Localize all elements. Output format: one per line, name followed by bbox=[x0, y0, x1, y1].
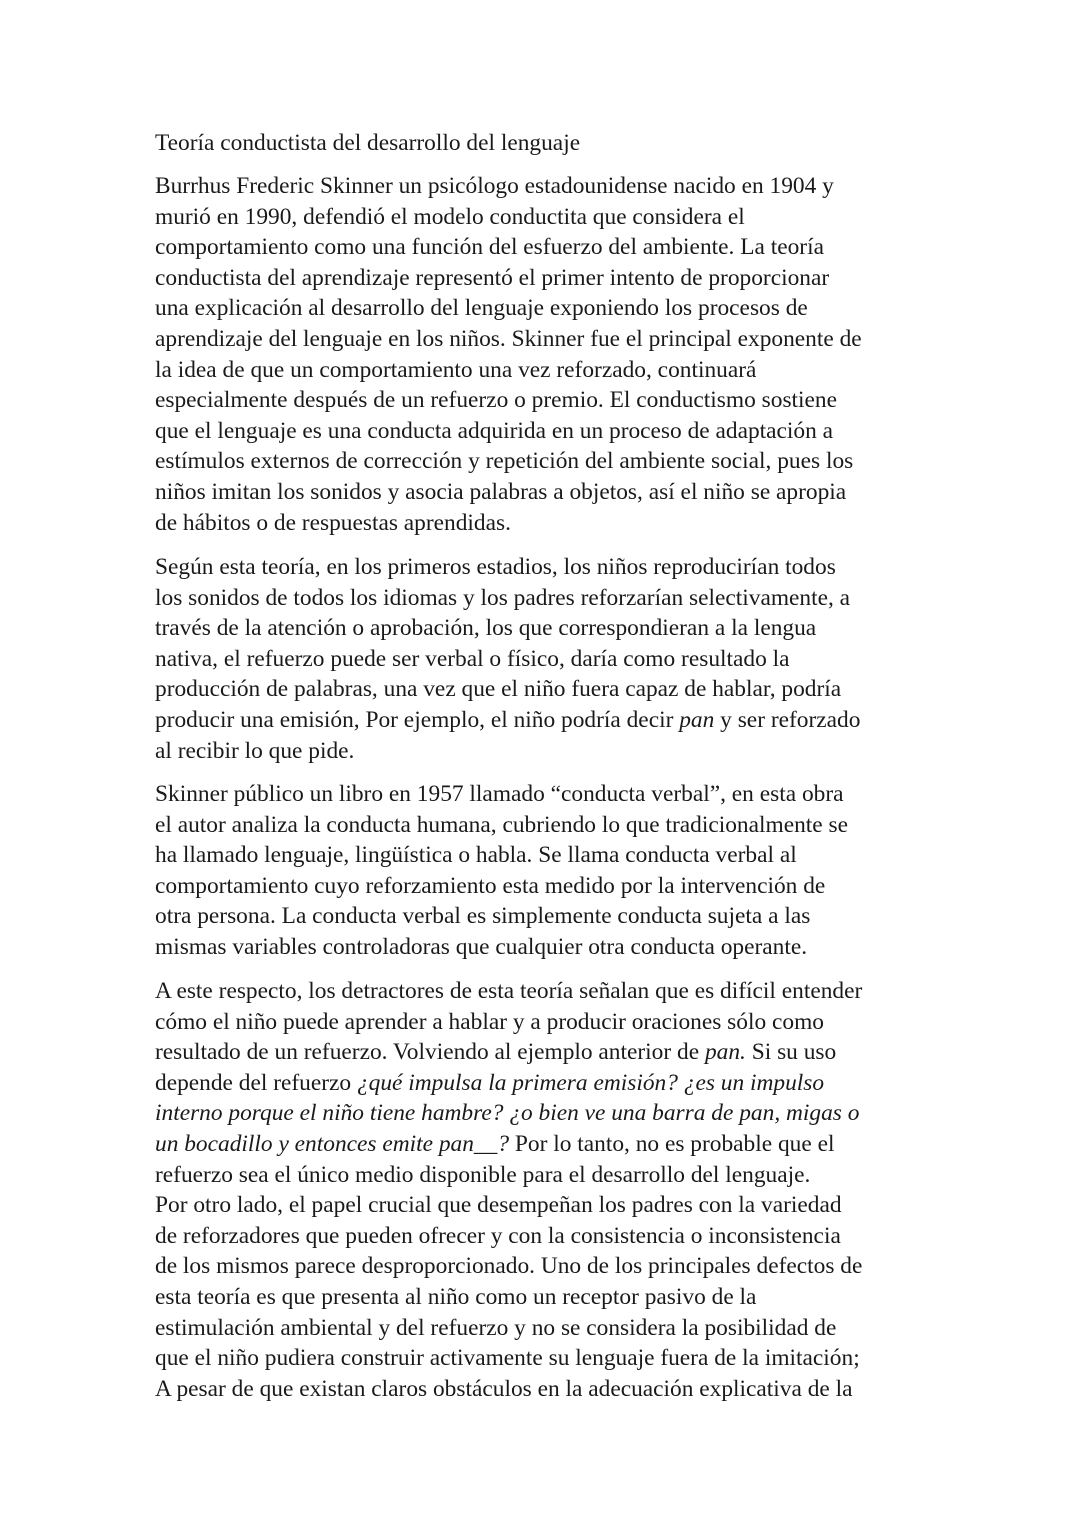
text-line bbox=[155, 446, 955, 477]
text-line bbox=[155, 324, 955, 355]
text-line bbox=[155, 705, 955, 736]
paragraph-1 bbox=[155, 171, 955, 538]
text-line bbox=[155, 1068, 955, 1099]
text-segment: de los mismos parece desproporcionado. Uno de los principales defectos de bbox=[155, 1253, 863, 1280]
text-line bbox=[155, 1221, 955, 1252]
text-segment: comportamiento como una función del esfuerzo del ambiente. La teoría bbox=[155, 234, 824, 261]
text-segment: resultado de un refuerzo. Volviendo al ejemplo anterior de bbox=[155, 1039, 705, 1066]
text-line bbox=[155, 736, 955, 767]
text-line bbox=[155, 583, 955, 614]
text-segment: el autor analiza la conducta humana, cubriendo lo que tradicionalmente se bbox=[155, 811, 848, 838]
text-segment: y ser reforzado bbox=[714, 706, 861, 733]
text-line bbox=[155, 840, 955, 871]
italic-text: interno porque el niño tiene hambre? ¿o bien ve una barra de pan, migas o bbox=[155, 1100, 860, 1127]
text-line bbox=[155, 871, 955, 902]
text-segment: estimulación ambiental y del refuerzo y no se considera la posibilidad de bbox=[155, 1314, 837, 1341]
text-segment: conductista del aprendizaje representó el primer intento de proporcionar bbox=[155, 264, 830, 291]
text-line bbox=[155, 1190, 955, 1221]
text-segment: que el niño pudiera construir activamente su lenguaje fuera de la imitación; bbox=[155, 1345, 860, 1372]
text-segment: mismas variables controladoras que cualquier otra conducta operante. bbox=[155, 933, 808, 960]
italic-text: pan bbox=[679, 706, 715, 733]
text-segment: de hábitos o de respuestas aprendidas. bbox=[155, 509, 511, 536]
text-line bbox=[155, 901, 955, 932]
text-line bbox=[155, 263, 955, 294]
text-line bbox=[155, 779, 955, 810]
text-line bbox=[155, 1098, 955, 1129]
text-line bbox=[155, 1374, 955, 1405]
text-segment: comportamiento cuyo reforzamiento esta medido por la intervención de bbox=[155, 872, 826, 899]
text-segment: Burrhus Frederic Skinner un psicólogo estadounidense nacido en 1904 y bbox=[155, 173, 834, 199]
text-line bbox=[155, 385, 955, 416]
text-segment: al recibir lo que pide. bbox=[155, 737, 355, 764]
text-segment: murió en 1990, defendió el modelo conductita que considera el bbox=[155, 203, 745, 230]
text-segment: especialmente después de un refuerzo o premio. El conductismo sostiene bbox=[155, 387, 838, 414]
text-segment: través de la atención o aprobación, los que correspondieran a la lengua bbox=[155, 615, 817, 642]
text-line bbox=[155, 508, 955, 539]
text-segment: Si su uso bbox=[745, 1039, 837, 1066]
paragraph-4 bbox=[155, 976, 955, 1404]
text-segment: esta teoría es que presenta al niño como un receptor pasivo de la bbox=[155, 1283, 757, 1310]
text-line bbox=[155, 644, 955, 675]
text-segment: producción de palabras, una vez que el niño fuera capaz de hablar, podría bbox=[155, 676, 842, 703]
text-segment: nativa, el refuerzo puede ser verbal o físico, daría como resultado la bbox=[155, 645, 790, 672]
text-segment: aprendizaje del lenguaje en los niños. Skinner fue el principal exponente de bbox=[155, 325, 862, 352]
paragraph-2 bbox=[155, 552, 955, 766]
text-segment: estímulos externos de corrección y repetición del ambiente social, pues los bbox=[155, 448, 854, 475]
text-line bbox=[155, 477, 955, 508]
text-line bbox=[155, 355, 955, 386]
text-segment: Skinner público un libro en 1957 llamado “conducta verbal”, en esta obra bbox=[155, 781, 844, 807]
text-line bbox=[155, 1129, 955, 1160]
text-line bbox=[155, 1160, 955, 1191]
text-segment: que el lenguaje es una conducta adquirida en un proceso de adaptación a bbox=[155, 417, 834, 444]
italic-text: pan. bbox=[704, 1039, 746, 1066]
text-line bbox=[155, 613, 955, 644]
text-line bbox=[155, 1313, 955, 1344]
text-segment: de reforzadores que pueden ofrecer y con la consistencia o inconsistencia bbox=[155, 1222, 841, 1249]
text-segment: otra persona. La conducta verbal es simplemente conducta sujeta a las bbox=[155, 903, 811, 930]
text-segment: ha llamado lenguaje, lingüística o habla. Se llama conducta verbal al bbox=[155, 842, 797, 869]
text-line bbox=[155, 1343, 955, 1374]
text-line bbox=[155, 1282, 955, 1313]
paragraph-3 bbox=[155, 779, 955, 963]
text-segment: los sonidos de todos los idiomas y los padres reforzarían selectivamente, a bbox=[155, 584, 851, 611]
text-line bbox=[155, 810, 955, 841]
text-segment: Por lo tanto, no es probable que el bbox=[509, 1130, 835, 1157]
text-segment: una explicación al desarrollo del lenguaje exponiendo los procesos de bbox=[155, 295, 808, 322]
document-title: Teoría conductista del desarrollo del lenguaje bbox=[155, 130, 581, 156]
italic-text: un bocadillo y entonces emite pan__? bbox=[155, 1130, 510, 1157]
text-line bbox=[155, 976, 955, 1007]
text-line bbox=[155, 1007, 955, 1038]
text-segment: A pesar de que existan claros obstáculos en la adecuación explicativa de la bbox=[155, 1375, 853, 1402]
text-line bbox=[155, 674, 955, 705]
text-segment: refuerzo sea el único medio disponible para el desarrollo del lenguaje. bbox=[155, 1161, 811, 1188]
text-segment: Según esta teoría, en los primeros estadios, los niños reproducirían todos bbox=[155, 554, 836, 580]
text-line bbox=[155, 552, 955, 583]
text-line bbox=[155, 293, 955, 324]
text-segment: niños imitan los sonidos y asocia palabras a objetos, así el niño se apropia bbox=[155, 478, 847, 505]
text-segment: A este respecto, los detractores de esta teoría señalan que es difícil entender bbox=[155, 978, 863, 1004]
text-segment: producir una emisión, Por ejemplo, el niño podría decir bbox=[155, 706, 680, 733]
text-line bbox=[155, 1251, 955, 1282]
italic-text: ¿qué impulsa la primera emisión? ¿es un impulso bbox=[356, 1069, 825, 1096]
text-segment: cómo el niño puede aprender a hablar y a producir oraciones sólo como bbox=[155, 1008, 824, 1035]
text-line bbox=[155, 202, 955, 233]
text-line bbox=[155, 171, 955, 202]
text-segment: la idea de que un comportamiento una vez reforzado, continuará bbox=[155, 356, 757, 383]
text-line bbox=[155, 932, 955, 963]
text-segment: depende del refuerzo bbox=[155, 1069, 357, 1096]
text-line bbox=[155, 232, 955, 263]
text-line bbox=[155, 1037, 955, 1068]
text-line bbox=[155, 416, 955, 447]
text-segment: Por otro lado, el papel crucial que desempeñan los padres con la variedad bbox=[155, 1192, 842, 1219]
